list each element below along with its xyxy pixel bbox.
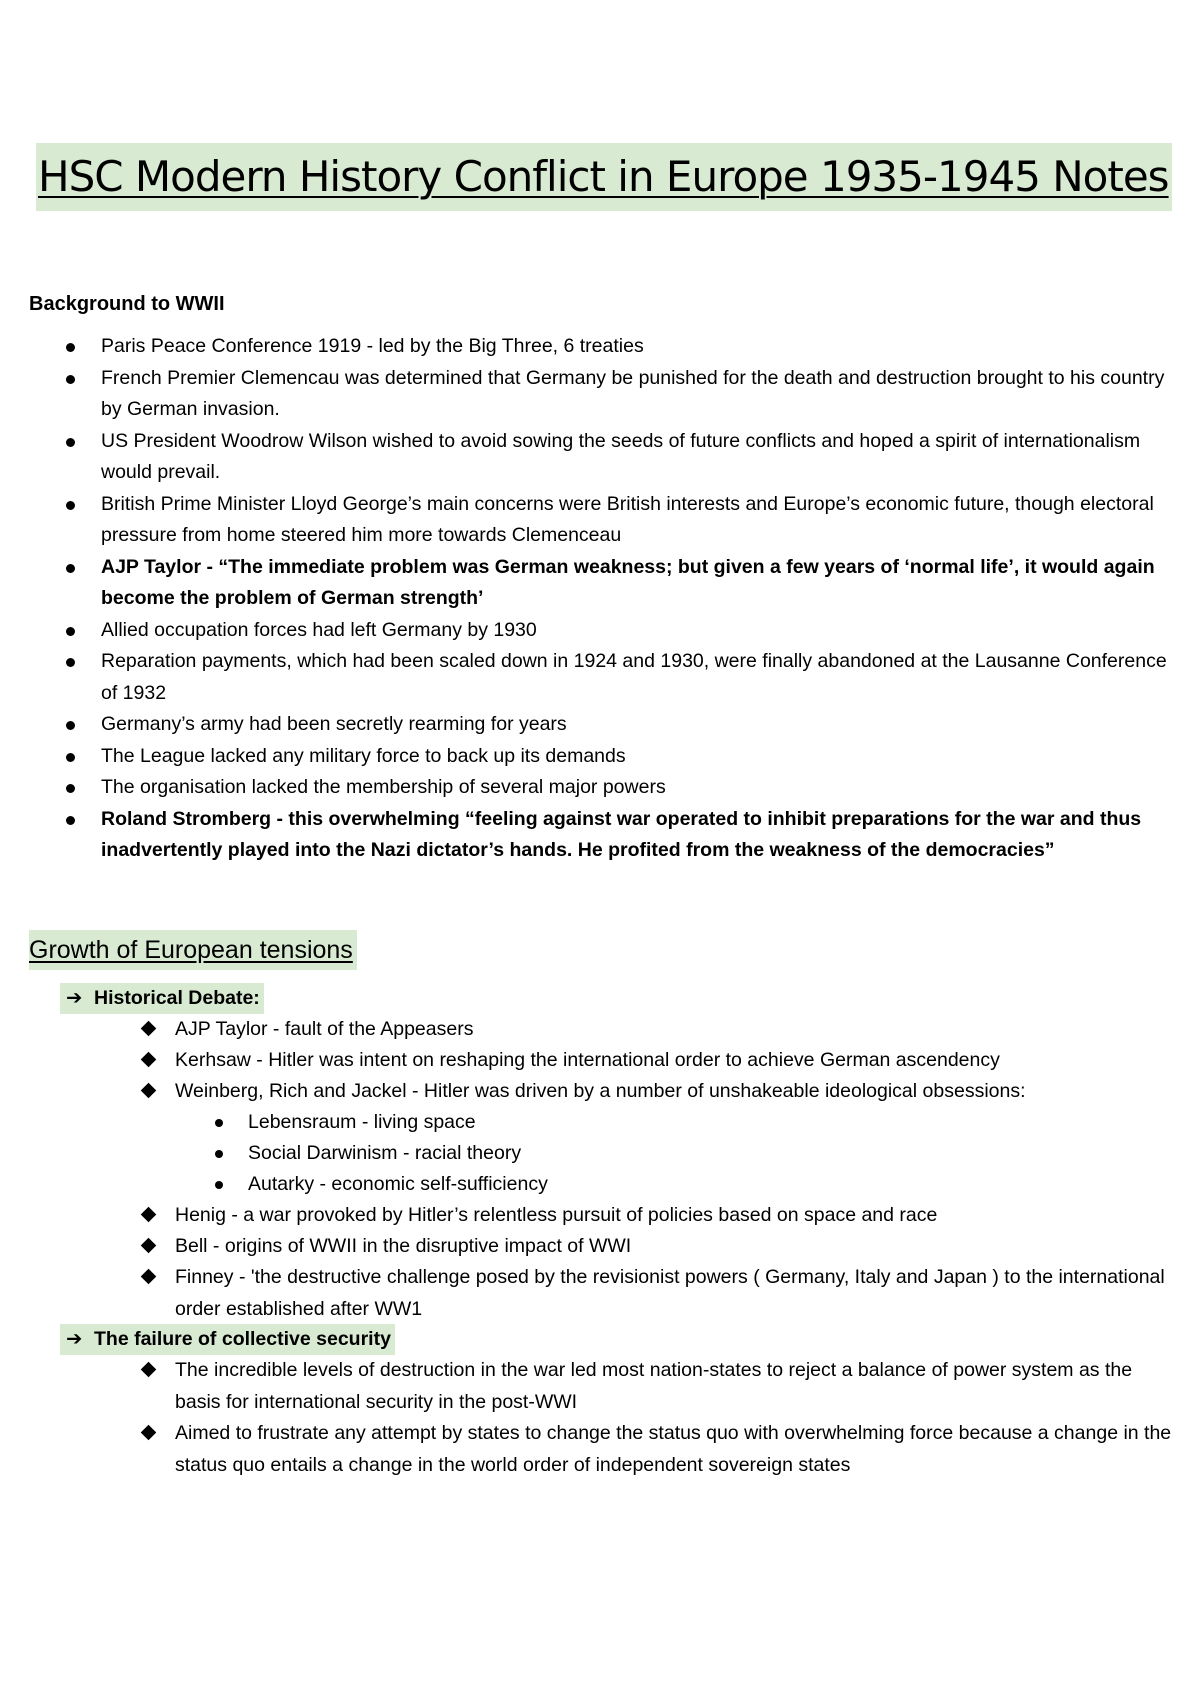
list-item: Finney - 'the destructive challenge posed by the revisionist powers ( Germany, Italy and Japan ) to the international order established after WW1 [0, 1262, 1200, 1325]
list-item: The organisation lacked the membership of several major powers [0, 772, 1200, 804]
list-item: AJP Taylor - fault of the Appeasers [0, 1014, 1200, 1046]
arrow-right-icon: ➔ [66, 987, 83, 1009]
growth-heading-text: Growth of European tensions [29, 936, 353, 964]
list-item: French Premier Clemencau was determined that Germany be punished for the death and destruction brought to his country by German invasion. [0, 363, 1200, 426]
diamond-bullet-icon [141, 1238, 157, 1254]
list-item: US President Woodrow Wilson wished to avoid sowing the seeds of future conflicts and hoped a spirit of internationalism would prevail. [0, 426, 1200, 489]
list-item: The incredible levels of destruction in the war led most nation-states to reject a balance of power system as the basis for international security in the post-WWI [0, 1355, 1200, 1418]
diamond-bullet-icon [141, 1269, 157, 1285]
list-item: Autarky - economic self-sufficiency [0, 1169, 1200, 1201]
arrow-right-icon: ➔ [66, 1328, 83, 1350]
diamond-bullet-icon [141, 1425, 157, 1441]
list-item: Henig - a war provoked by Hitler’s relentless pursuit of policies based on space and race [0, 1200, 1200, 1232]
list-item: Reparation payments, which had been scaled down in 1924 and 1930, were finally abandoned at the Lausanne Conference of 1932 [0, 646, 1200, 709]
bullet-icon [66, 658, 75, 667]
bullet-icon [66, 438, 75, 447]
historical-debate-heading: ➔ Historical Debate: [60, 983, 264, 1014]
list-item: Weinberg, Rich and Jackel - Hitler was driven by a number of unshakeable ideological obsessions: [0, 1076, 1200, 1108]
list-item: Allied occupation forces had left Germany by 1930 [0, 615, 1200, 647]
diamond-bullet-icon [141, 1207, 157, 1223]
bullet-icon [66, 564, 75, 573]
list-item: Lebensraum - living space [0, 1107, 1200, 1139]
background-heading: Background to WWII [29, 293, 225, 315]
bullet-icon [215, 1119, 223, 1127]
bullet-icon [66, 784, 75, 793]
bullet-icon [66, 816, 75, 825]
list-item: Aimed to frustrate any attempt by states to change the status quo with overwhelming force because a change in the status quo entails a change in the world order of independent sovereign states [0, 1418, 1200, 1481]
diamond-bullet-icon [141, 1362, 157, 1378]
document-title-text: HSC Modern History Conflict in Europe 1935-1945 Notes [38, 152, 1169, 201]
bullet-icon [215, 1150, 223, 1158]
bullet-icon [66, 721, 75, 730]
list-item: The League lacked any military force to back up its demands [0, 741, 1200, 773]
bullet-icon [66, 343, 75, 352]
bullet-icon [66, 753, 75, 762]
growth-heading [29, 930, 357, 970]
diamond-bullet-icon [141, 1021, 157, 1037]
list-item: Paris Peace Conference 1919 - led by the Big Three, 6 treaties [0, 331, 1200, 363]
diamond-bullet-icon [141, 1083, 157, 1099]
list-item: Germany’s army had been secretly rearming for years [0, 709, 1200, 741]
bullet-icon [66, 627, 75, 636]
diamond-bullet-icon [141, 1052, 157, 1068]
collective-security-heading: ➔ The failure of collective security [60, 1324, 395, 1355]
list-item: AJP Taylor - “The immediate problem was German weakness; but given a few years of ‘normal life’, it would again become the problem of German strength’ [0, 552, 1200, 615]
bullet-icon [66, 501, 75, 510]
bullet-icon [66, 375, 75, 384]
document-title [36, 143, 1172, 211]
list-item: Roland Stromberg - this overwhelming “feeling against war operated to inhibit preparations for the war and thus inadvertently played into the Nazi dictator’s hands. He profited from the weakness of the democracies” [0, 804, 1200, 867]
background-list [0, 331, 1200, 867]
list-item: Kerhsaw - Hitler was intent on reshaping the international order to achieve German ascendency [0, 1045, 1200, 1077]
list-item: British Prime Minister Lloyd George’s main concerns were British interests and Europe’s economic future, though electoral pressure from home steered him more towards Clemenceau [0, 489, 1200, 552]
bullet-icon [215, 1181, 223, 1189]
list-item: Social Darwinism - racial theory [0, 1138, 1200, 1170]
list-item: Bell - origins of WWII in the disruptive impact of WWI [0, 1231, 1200, 1263]
